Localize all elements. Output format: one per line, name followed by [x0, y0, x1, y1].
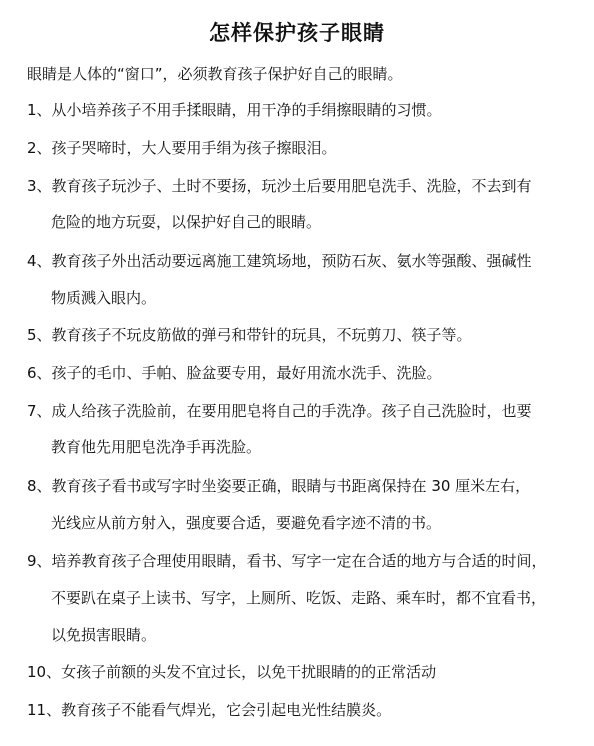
item-continuation: 物质溅入眼内。: [51, 289, 157, 307]
item-continuation: 危险的地方玩耍，以保护好自己的眼睛。: [51, 213, 322, 231]
item-number: 4、: [27, 252, 52, 270]
item-number: 1、: [27, 101, 52, 119]
item-text: 孩子的毛巾、手帕、脸盆要专用，最好用流水洗手、洗脸。: [51, 364, 442, 382]
item-number: 2、: [27, 139, 52, 157]
list-item: [27, 251, 532, 271]
item-text: 培养教育孩子合理使用眼睛，看书、写字一定在合适的地方与合适的时间，: [51, 552, 547, 570]
item-text: 女孩子前额的头发不宜过长，以免干扰眼睛的的正常活动: [61, 663, 437, 681]
list-item: [27, 176, 532, 196]
item-number: 5、: [27, 326, 52, 344]
item-text: 教育孩子看书或写字时坐姿要正确，眼睛与书距离保持在 30 厘米左右，: [51, 477, 531, 495]
item-text: 从小培养孩子不用手揉眼睛，用干净的手绢擦眼睛的习惯。: [51, 101, 442, 119]
list-item: [27, 551, 547, 571]
item-number: 8、: [27, 477, 52, 495]
list-item: [27, 100, 442, 120]
item-number: 3、: [27, 177, 52, 195]
item-continuation: 光线应从前方射入，强度要合适，要避免看字迹不清的书。: [51, 514, 442, 532]
item-number: 9、: [27, 552, 52, 570]
intro-paragraph: 眼睛是人体的“窗口”，必须教育孩子保护好自己的眼睛。: [27, 65, 403, 83]
item-continuation: 以免损害眼睛。: [51, 626, 157, 644]
list-item: [27, 363, 442, 383]
list-item: [27, 325, 472, 345]
document-title: 怎样保护孩子眼睛: [209, 20, 385, 45]
item-text: 教育孩子外出活动要远离施工建筑场地，预防石灰、氨水等强酸、强碱性: [51, 252, 532, 270]
item-continuation: 教育他先用肥皂洗净手再洗脸。: [51, 438, 262, 456]
item-number: 7、: [27, 402, 52, 420]
item-text: 孩子哭啼时，大人要用手绢为孩子擦眼泪。: [51, 139, 337, 157]
list-item: [27, 138, 337, 158]
item-continuation: 不要趴在桌子上读书、写字，上厕所、吃饭、走路、乘车时，都不宜看书，: [51, 589, 547, 607]
list-item: [27, 662, 436, 682]
item-text: 教育孩子玩沙子、土时不要扬，玩沙土后要用肥皂洗手、洗脸，不去到有: [51, 177, 532, 195]
item-number: 10、: [27, 663, 62, 681]
item-text: 成人给孩子洗脸前，在要用肥皂将自己的手洗净。孩子自己洗脸时，也要: [51, 402, 532, 420]
item-number: 11、: [27, 701, 62, 719]
item-text: 教育孩子不能看气焊光，它会引起电光性结膜炎。: [61, 701, 392, 719]
list-item: [27, 401, 532, 421]
item-text: 教育孩子不玩皮筋做的弹弓和带针的玩具，不玩剪刀、筷子等。: [51, 326, 472, 344]
list-item: [27, 700, 391, 720]
item-number: 6、: [27, 364, 52, 382]
list-item: [27, 476, 530, 496]
